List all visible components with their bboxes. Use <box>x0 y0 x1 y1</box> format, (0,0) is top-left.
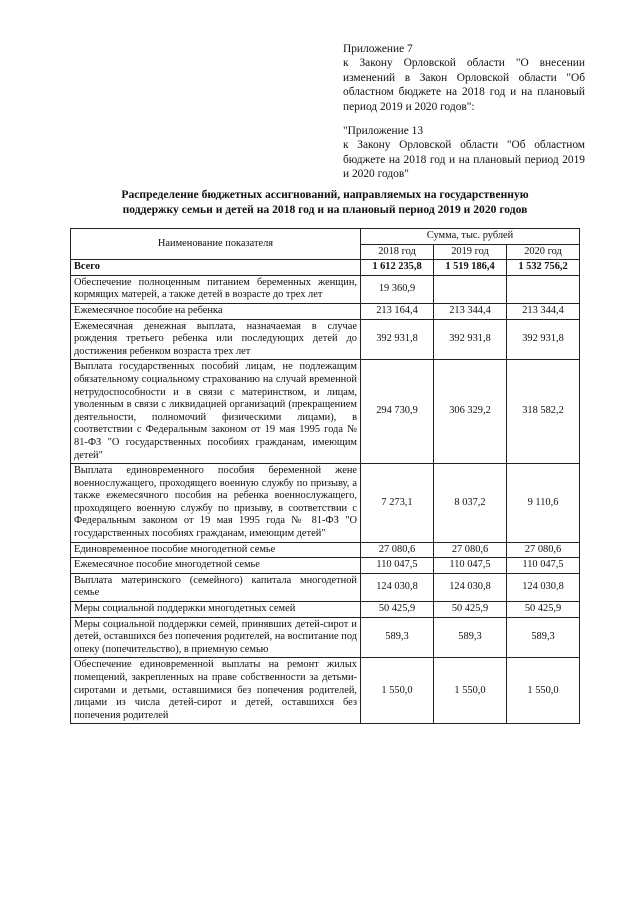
row-value: 589,3 <box>507 617 580 658</box>
row-value: 392 931,8 <box>361 319 434 360</box>
row-value: 1 550,0 <box>434 658 507 724</box>
row-value: 110 047,5 <box>507 558 580 574</box>
total-row <box>71 260 580 276</box>
row-value: 213 344,4 <box>507 303 580 319</box>
row-value: 589,3 <box>434 617 507 658</box>
year-2018-header: 2018 год <box>361 244 434 260</box>
row-name: Единовременное пособие многодетной семье <box>71 542 361 558</box>
table-row <box>71 617 580 658</box>
title-line-1: Распределение бюджетных ассигнований, направляемых на государственную <box>121 188 529 201</box>
table-row <box>71 558 580 574</box>
table-row <box>71 464 580 543</box>
row-value: 50 425,9 <box>361 602 434 618</box>
table-row <box>71 360 580 464</box>
table-row <box>71 319 580 360</box>
row-value: 392 931,8 <box>507 319 580 360</box>
row-value: 306 329,2 <box>434 360 507 464</box>
annex-13-text: к Закону Орловской области "Об областном бюджете на 2018 год и на плановый период 2019 и 2020 годов" <box>343 139 585 181</box>
row-name: Меры социальной поддержки многодетных семей <box>71 602 361 618</box>
row-value: 1 550,0 <box>361 658 434 724</box>
row-value: 19 360,9 <box>361 275 434 303</box>
row-name: Ежемесячное пособие многодетной семье <box>71 558 361 574</box>
table-row <box>71 658 580 724</box>
row-name: Ежемесячная денежная выплата, назначаемая в случае рождения третьего ребенка или последующих детей до достижения ребенком возраста трех лет <box>71 319 361 360</box>
row-value: 1 550,0 <box>507 658 580 724</box>
row-value: 392 931,8 <box>434 319 507 360</box>
table-row <box>71 275 580 303</box>
row-value: 294 730,9 <box>361 360 434 464</box>
row-value: 50 425,9 <box>507 602 580 618</box>
row-name: Выплата единовременного пособия беременной жене военнослужащего, проходящего военную службу по призыву, а также ежемесячного пособия на ребенка военнослужащего, проходящего военную службу по призыву, в соответствии с Федеральным законом от 19 мая 1995 года № 81-ФЗ "О государственных пособиях гражданам, имеющим детей" <box>71 464 361 543</box>
budget-table <box>70 228 580 724</box>
year-2019-header: 2019 год <box>434 244 507 260</box>
row-value: 318 582,2 <box>507 360 580 464</box>
total-2018: 1 612 235,8 <box>361 260 434 276</box>
sum-header: Сумма, тыс. рублей <box>361 229 580 245</box>
row-value: 110 047,5 <box>361 558 434 574</box>
title-line-2: поддержку семьи и детей на 2018 год и на плановый период 2019 и 2020 годов <box>122 202 528 216</box>
row-value: 213 164,4 <box>361 303 434 319</box>
row-name: Меры социальной поддержки семей, принявших детей-сирот и детей, оставшихся без попечения родителей, на воспитание под опеку (попечительство), в приемную семью <box>71 617 361 658</box>
table-row <box>71 602 580 618</box>
table-row <box>71 303 580 319</box>
row-value: 124 030,8 <box>434 573 507 601</box>
row-name: Выплата государственных пособий лицам, не подлежащим обязательному социальному страхованию на случай временной нетрудоспособности и в связи с материнством, и лицам, уволенным в связи с ликвидацией организаций (прекращением деятельности, полномочий физическими лицами), в соответствии с Федеральным законом от 19 мая 1995 года № 81-ФЗ "О государственных пособиях гражданам, имеющим детей" <box>71 360 361 464</box>
annex-7-label: Приложение 7 <box>343 43 413 55</box>
total-2019: 1 519 186,4 <box>434 260 507 276</box>
table-row <box>71 573 580 601</box>
row-name: Обеспечение полноценным питанием беременных женщин, кормящих матерей, а также детей в возрасте до трех лет <box>71 275 361 303</box>
year-2020-header: 2020 год <box>507 244 580 260</box>
row-value: 9 110,6 <box>507 464 580 543</box>
table-row <box>71 542 580 558</box>
total-2020: 1 532 756,2 <box>507 260 580 276</box>
row-value <box>507 275 580 303</box>
row-name: Выплата материнского (семейного) капитала многодетной семье <box>71 573 361 601</box>
table-body <box>71 260 580 724</box>
annex-7-text: к Закону Орловской области "О внесении изменений в Закон Орловской области "Об областном бюджете на 2018 год и на плановый период 2019 и 2020 годов": <box>343 57 585 113</box>
total-label: Всего <box>71 260 361 276</box>
row-value: 27 080,6 <box>507 542 580 558</box>
row-value: 27 080,6 <box>361 542 434 558</box>
row-value: 7 273,1 <box>361 464 434 543</box>
document-title <box>70 188 580 217</box>
row-value: 50 425,9 <box>434 602 507 618</box>
row-value: 8 037,2 <box>434 464 507 543</box>
row-value: 27 080,6 <box>434 542 507 558</box>
annex-13-label: "Приложение 13 <box>343 125 424 138</box>
row-name: Обеспечение единовременной выплаты на ремонт жилых помещений, закрепленных на праве собственности за детьми-сиротами и детьми, оставшимися без попечения родителей, лицами из числа детей-сирот и детей, оставшихся без попечения родителей <box>71 658 361 724</box>
row-value: 213 344,4 <box>434 303 507 319</box>
indicator-name-header: Наименование показателя <box>71 229 361 260</box>
row-value: 110 047,5 <box>434 558 507 574</box>
row-value: 124 030,8 <box>361 573 434 601</box>
row-value: 589,3 <box>361 617 434 658</box>
row-value: 124 030,8 <box>507 573 580 601</box>
row-name: Ежемесячное пособие на ребенка <box>71 303 361 319</box>
annex-header <box>343 42 585 182</box>
row-value <box>434 275 507 303</box>
